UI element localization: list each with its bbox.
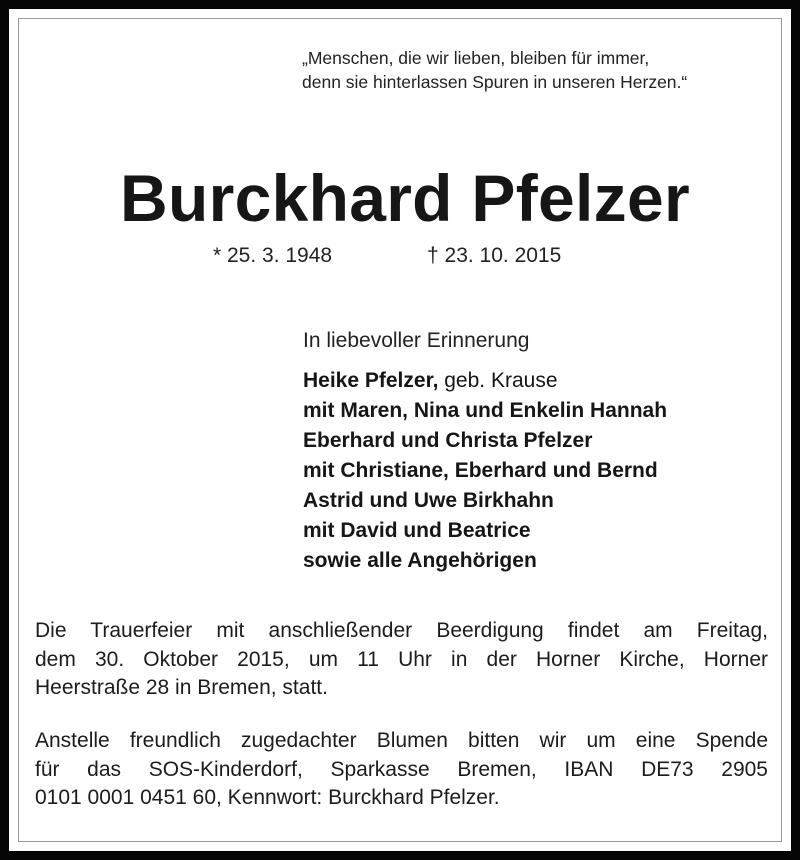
quote-line-2: denn sie hinterlassen Spuren in unseren Herzen.“	[302, 72, 688, 92]
donation-line: Anstelle freundlich zugedachter Blumen bitten wir um eine Spende	[35, 729, 768, 752]
family-maiden-name: geb. Krause	[438, 369, 558, 392]
family-line: mit Maren, Nina und Enkelin Hannah	[303, 399, 668, 422]
family-line: Eberhard und Christa Pfelzer	[303, 429, 593, 452]
donation-line: für das SOS-Kinderdorf, Sparkasse Bremen, IBAN DE73 2905	[35, 757, 768, 781]
funeral-line: dem 30. Oktober 2015, um 11 Uhr in der Horner Kirche, Horner	[35, 647, 768, 671]
family-line: mit David und Beatrice	[303, 519, 531, 542]
family-line	[303, 366, 667, 396]
funeral-notice	[35, 617, 768, 703]
death-date: † 23. 10. 2015	[427, 244, 562, 267]
funeral-line: Die Trauerfeier mit anschließender Beerdigung findet am Freitag,	[35, 619, 768, 642]
family-list	[303, 366, 667, 576]
deceased-name: Burckhard Pfelzer	[120, 161, 690, 235]
family-line: sowie alle Angehörigen	[303, 549, 537, 572]
family-line: mit Christiane, Eberhard und Bernd	[303, 459, 658, 482]
donation-notice	[35, 727, 768, 813]
funeral-line: Heerstraße 28 in Bremen, statt.	[35, 676, 328, 699]
donation-line: 0101 0001 0451 60, Kennwort: Burckhard Pfelzer.	[35, 786, 500, 809]
quote-line-1: „Menschen, die wir lieben, bleiben für immer,	[302, 48, 650, 68]
memorial-quote	[302, 46, 687, 94]
memory-heading: In liebevoller Erinnerung	[303, 329, 530, 352]
birth-date: * 25. 3. 1948	[213, 244, 333, 267]
family-line: Astrid und Uwe Birkhahn	[303, 489, 554, 512]
family-first-name: Heike Pfelzer,	[303, 369, 439, 392]
